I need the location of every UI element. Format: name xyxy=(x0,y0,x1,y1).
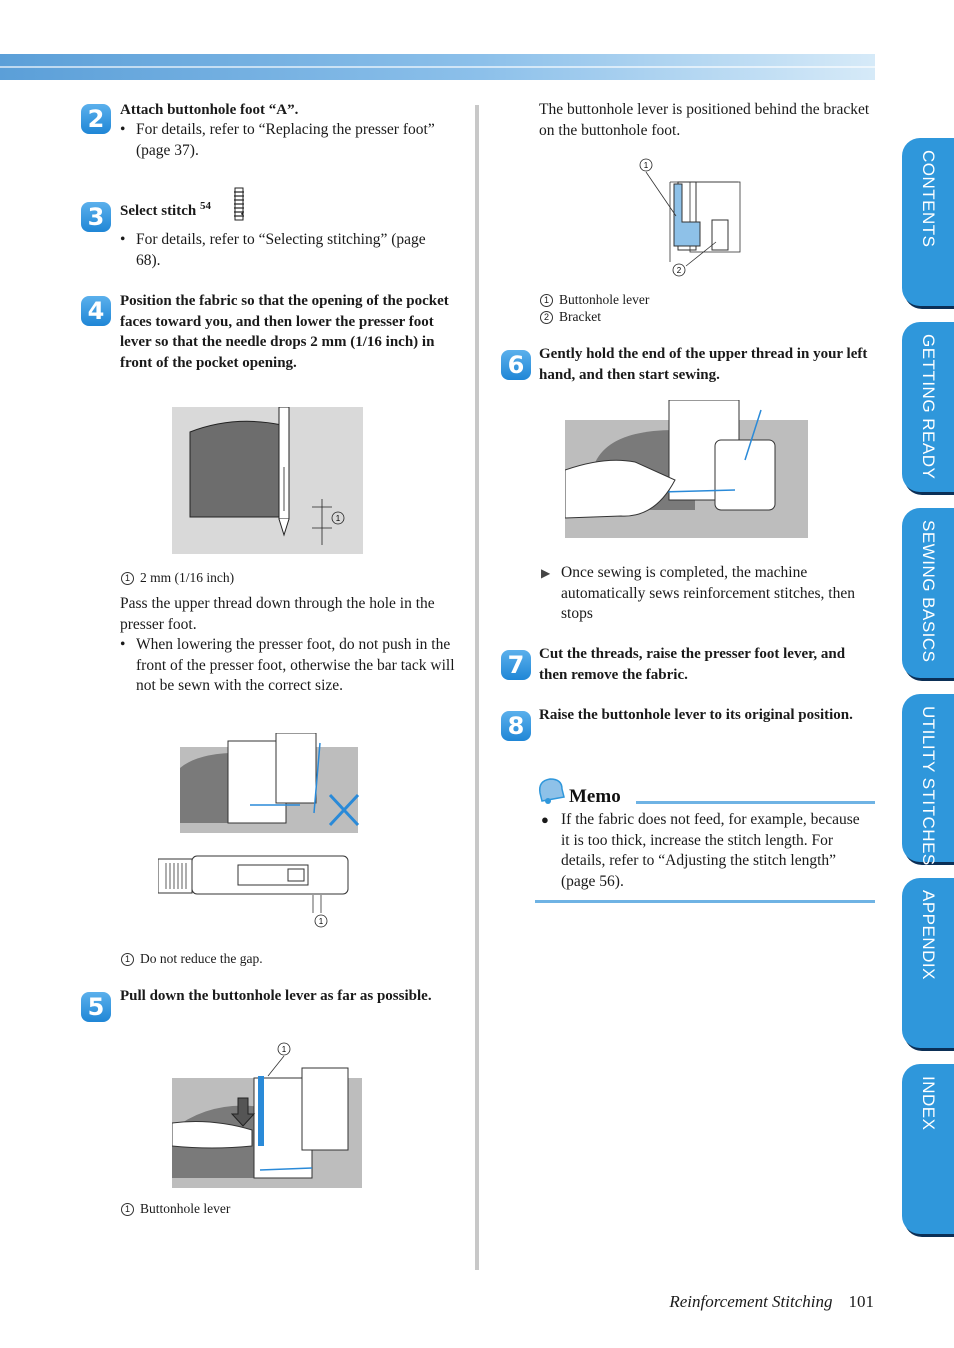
step-2-title: Attach buttonhole foot “A”. xyxy=(120,102,299,118)
stitch-number: 54 xyxy=(199,200,211,212)
step-number-4: 4 xyxy=(81,296,111,326)
tab-getting-ready[interactable]: GETTING READY xyxy=(902,322,954,492)
step-3-bullet: • For details, refer to “Selecting stitching” (page 68). xyxy=(120,231,426,269)
svg-text:2: 2 xyxy=(676,266,682,275)
memo-title: Memo xyxy=(569,786,621,807)
step-number-2: 2 xyxy=(81,104,111,134)
caption-buttonhole-lever: 1 Buttonhole lever xyxy=(540,292,649,308)
page-footer xyxy=(669,1292,874,1312)
tab-index[interactable]: INDEX xyxy=(902,1064,954,1234)
step-4-paragraph: Pass the upper thread down through the hole in the presser foot. xyxy=(120,595,435,633)
step-number-3: 3 xyxy=(81,202,111,232)
footer-title: Reinforcement Stitching xyxy=(669,1292,833,1311)
step-4-caption: 1 2 mm (1/16 inch) xyxy=(121,570,234,586)
step-5-title: Pull down the buttonhole lever as far as possible. xyxy=(120,988,432,1004)
column-divider xyxy=(475,105,479,1270)
pull-lever-illustration xyxy=(172,1038,364,1188)
step-6-title: Gently hold the end of the upper thread in your left hand, and then start sewing. xyxy=(539,346,868,383)
svg-text:1: 1 xyxy=(281,1045,287,1054)
step-number-6: 6 xyxy=(501,350,531,380)
tab-appendix[interactable]: APPENDIX xyxy=(902,878,954,1048)
lever-position-text: The buttonhole lever is positioned behind the bracket on the buttonhole foot. xyxy=(539,101,870,139)
step-4-caption-2: 1 Do not reduce the gap. xyxy=(121,951,263,967)
step-2-bullet: • For details, refer to “Replacing the presser foot” (page 37). xyxy=(120,121,435,159)
memo-rule xyxy=(636,801,875,804)
step-number-8: 8 xyxy=(501,711,531,741)
step-3-title: Select stitch $^{54}$ . xyxy=(120,200,245,219)
step-4-bullet: • When lowering the presser foot, do not push in the front of the presser foot, otherwise the bar tack will not be sewn with the correct size. xyxy=(120,636,455,694)
tab-utility-stitches[interactable]: UTILITY STITCHES xyxy=(902,694,954,862)
step-8-title: Raise the buttonhole lever to its original position. xyxy=(539,707,853,723)
needle-position-illustration xyxy=(172,407,363,554)
presser-foot-wrong-illustration xyxy=(180,733,360,833)
step-number-5: 5 xyxy=(81,992,111,1022)
svg-text:1: 1 xyxy=(643,161,649,170)
step-number-7: 7 xyxy=(501,650,531,680)
memo-bell-icon xyxy=(534,775,566,805)
caption-bracket: 2 Bracket xyxy=(540,309,601,325)
header-band xyxy=(0,54,875,80)
svg-text:1: 1 xyxy=(335,514,341,523)
step-4-title: Position the fabric so that the opening of the pocket faces toward you, and then lower the presser foot lever so that the needle drops 2 mm (1/16 inch) in front of the pocket opening. xyxy=(120,293,449,371)
step-6-note: ▶ Once sewing is completed, the machine automatically sews reinforcement stitches, then stops xyxy=(541,564,855,622)
lever-bracket-illustration xyxy=(630,152,742,282)
tab-sewing-basics[interactable]: SEWING BASICS xyxy=(902,508,954,678)
memo-bottom-rule xyxy=(535,900,875,903)
page-number: 101 xyxy=(848,1292,874,1311)
buttonhole-stitch-icon xyxy=(231,186,247,222)
tab-contents[interactable]: CONTENTS xyxy=(902,138,954,306)
start-sewing-illustration xyxy=(565,400,809,538)
step-7-title: Cut the threads, raise the presser foot lever, and then remove the fabric. xyxy=(539,646,846,683)
buttonhole-foot-top-view xyxy=(158,855,358,930)
step-5-caption: 1 Buttonhole lever xyxy=(121,1201,230,1217)
memo-text: ● If the fabric does not feed, for example, because it is too thick, increase the stitch length. For details, refer to “Adjusting the stitch length” (page 56). xyxy=(541,811,860,890)
svg-text:1: 1 xyxy=(318,917,324,926)
